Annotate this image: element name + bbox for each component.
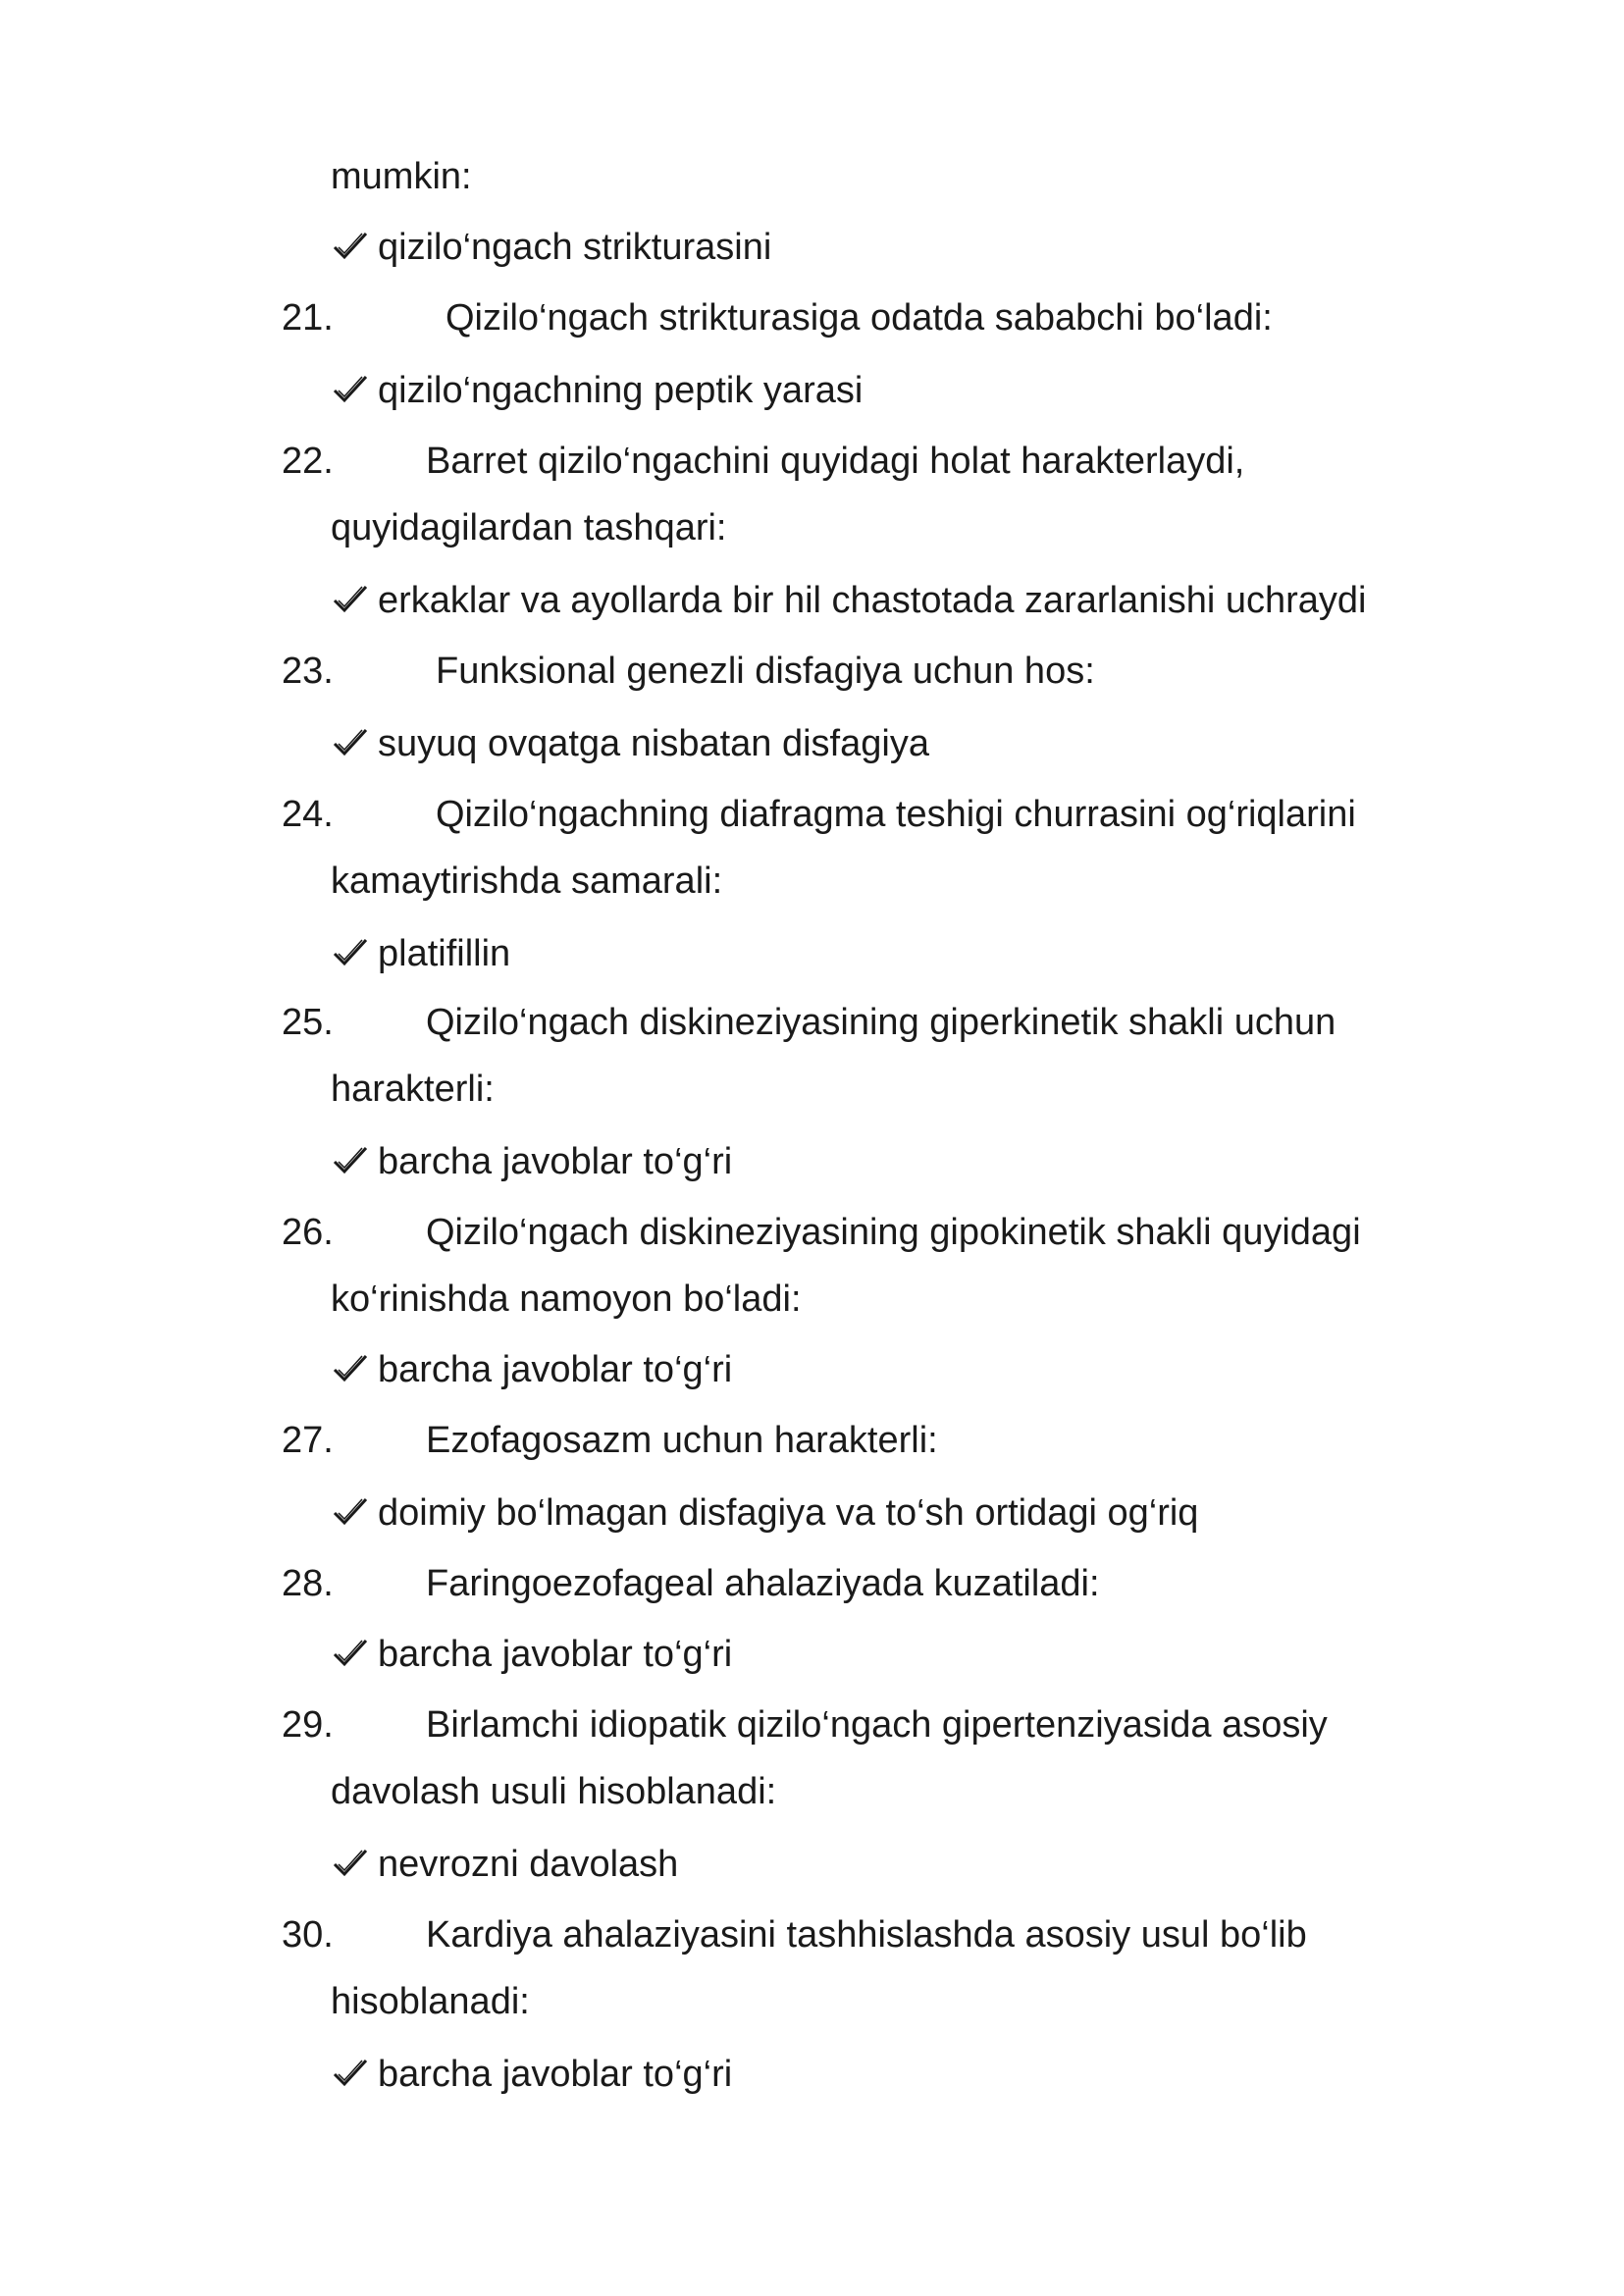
answer-text: qizilo‘ngach strikturasini	[378, 227, 772, 268]
check-mark-icon	[331, 1843, 370, 1882]
check-mark-icon	[331, 1491, 370, 1531]
answer-row	[331, 1489, 1198, 1537]
answer-text: barcha javoblar to‘g‘ri	[378, 1634, 733, 1675]
answer-text: barcha javoblar to‘g‘ri	[378, 2054, 733, 2095]
question-text: Birlamchi idiopatik qizilo‘ngach gipertenziyasida asosiy	[426, 1704, 1328, 1746]
answer-row	[331, 1346, 732, 1393]
answer-row	[331, 930, 510, 977]
check-mark-icon	[331, 932, 370, 971]
answer-text: suyuq ovqatga nisbatan disfagiya	[378, 723, 929, 764]
question-text: davolash usuli hisoblanadi:	[331, 1771, 777, 1812]
question-text: Funksional genezli disfagiya uchun hos:	[436, 651, 1095, 692]
check-mark-icon	[331, 226, 370, 265]
question-number: 24.	[282, 794, 334, 835]
question-number: 21.	[282, 297, 334, 339]
answer-text: nevrozni davolash	[378, 1844, 679, 1885]
answer-row	[331, 720, 929, 767]
answer-row	[331, 367, 863, 414]
check-mark-icon	[331, 369, 370, 408]
check-mark-icon	[331, 1348, 370, 1387]
check-mark-icon	[331, 579, 370, 618]
question-number: 27.	[282, 1420, 334, 1461]
check-mark-icon	[331, 1633, 370, 1672]
question-number: 29.	[282, 1704, 334, 1746]
answer-text: doimiy bo‘lmagan disfagiya va to‘sh ortidagi og‘riq	[378, 1492, 1199, 1534]
question-text: ko‘rinishda namoyon bo‘ladi:	[331, 1278, 802, 1320]
answer-text: qizilo‘ngachning peptik yarasi	[378, 370, 864, 411]
answer-row	[331, 1631, 732, 1678]
question-number: 26.	[282, 1212, 334, 1253]
answer-text: barcha javoblar to‘g‘ri	[378, 1141, 733, 1182]
answer-row	[331, 1138, 732, 1185]
question-number: 23.	[282, 651, 334, 692]
answer-text: erkaklar va ayollarda bir hil chastotada zararlanishi uchraydi	[378, 580, 1367, 621]
question-number: 22.	[282, 441, 334, 482]
intro-continuation: mumkin:	[331, 156, 472, 197]
answer-row	[331, 1841, 678, 1888]
answer-text: platifillin	[378, 933, 511, 974]
check-mark-icon	[331, 2053, 370, 2092]
question-text: Ezofagosazm uchun harakterli:	[426, 1420, 938, 1461]
question-text: Qizilo‘ngachning diafragma teshigi churrasini og‘riqlarini	[436, 794, 1356, 835]
check-mark-icon	[331, 1140, 370, 1179]
question-number: 25.	[282, 1002, 334, 1043]
answer-row	[331, 2051, 732, 2098]
question-text: quyidagilardan tashqari:	[331, 507, 727, 548]
question-number: 30.	[282, 1914, 334, 1956]
answer-row	[331, 577, 1367, 624]
question-text: Qizilo‘ngach strikturasiga odatda sababchi bo‘ladi:	[445, 297, 1273, 339]
question-text: kamaytirishda samarali:	[331, 861, 723, 902]
question-text: Kardiya ahalaziyasini tashhislashda asosiy usul bo‘lib	[426, 1914, 1307, 1956]
check-mark-icon	[331, 722, 370, 761]
answer-text: barcha javoblar to‘g‘ri	[378, 1349, 733, 1390]
question-text: Qizilo‘ngach diskineziyasining gipokinetik shakli quyidagi	[426, 1212, 1361, 1253]
intro-answer-row	[331, 224, 771, 271]
question-text: Faringoezofageal ahalaziyada kuzatiladi:	[426, 1563, 1100, 1604]
question-number: 28.	[282, 1563, 334, 1604]
question-text: Qizilo‘ngach diskineziyasining giperkinetik shakli uchun	[426, 1002, 1336, 1043]
question-text: harakterli:	[331, 1069, 495, 1110]
question-text: hisoblanadi:	[331, 1981, 530, 2022]
question-text: Barret qizilo‘ngachini quyidagi holat harakterlaydi,	[426, 441, 1245, 482]
